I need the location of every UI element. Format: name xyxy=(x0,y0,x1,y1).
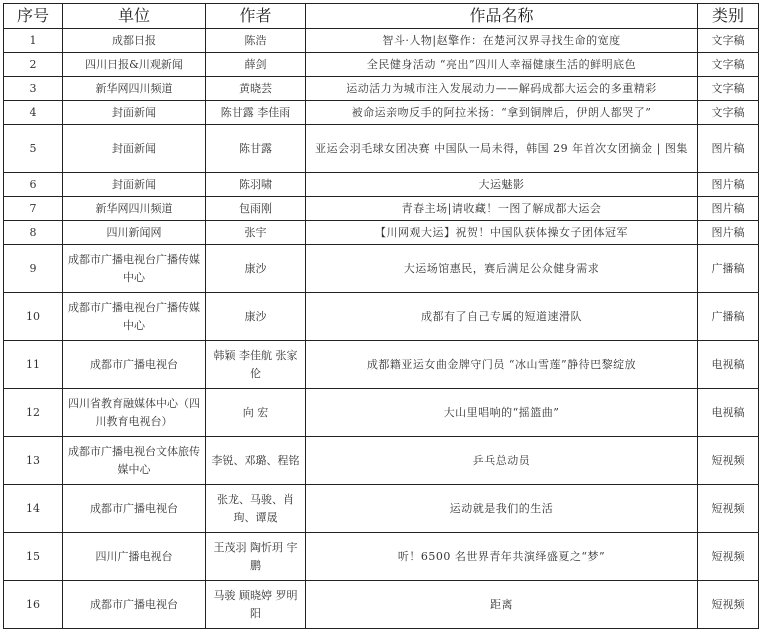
cell-no: 5 xyxy=(4,125,63,173)
cell-no: 9 xyxy=(4,245,63,293)
cell-author: 陈甘露 李佳雨 xyxy=(206,101,306,125)
cell-no: 12 xyxy=(4,389,63,437)
cell-unit: 四川日报&川观新闻 xyxy=(63,53,206,77)
cell-type: 短视频 xyxy=(698,533,759,581)
cell-no: 4 xyxy=(4,101,63,125)
cell-no: 13 xyxy=(4,437,63,485)
cell-unit: 封面新闻 xyxy=(63,125,206,173)
cell-unit: 成都市广播电视台广播传媒中心 xyxy=(63,293,206,341)
cell-title: 运动就是我们的生活 xyxy=(306,485,698,533)
cell-author: 陈浩 xyxy=(206,29,306,53)
header-type: 类别 xyxy=(698,4,759,29)
table-row xyxy=(4,293,759,341)
table-row xyxy=(4,29,759,53)
cell-unit: 成都市广播电视台文体旅传媒中心 xyxy=(63,437,206,485)
cell-unit: 成都市广播电视台 xyxy=(63,485,206,533)
table-row xyxy=(4,245,759,293)
cell-type: 文字稿 xyxy=(698,29,759,53)
cell-author: 张龙、马骏、肖珣、谭晟 xyxy=(206,485,306,533)
cell-author: 薛剑 xyxy=(206,53,306,77)
cell-title: 青春主场|请收藏！一图了解成都大运会 xyxy=(306,197,698,221)
cell-title: 智斗·人物|赵擎作：在楚河汉界寻找生命的宽度 xyxy=(306,29,698,53)
header-author: 作者 xyxy=(206,4,306,29)
cell-title: 距离 xyxy=(306,581,698,629)
cell-no: 8 xyxy=(4,221,63,245)
cell-no: 15 xyxy=(4,533,63,581)
cell-no: 3 xyxy=(4,77,63,101)
cell-title: 成都有了自己专属的短道速滑队 xyxy=(306,293,698,341)
table-row xyxy=(4,101,759,125)
cell-type: 图片稿 xyxy=(698,221,759,245)
header-row xyxy=(4,4,759,29)
table-row xyxy=(4,485,759,533)
cell-author: 康沙 xyxy=(206,245,306,293)
cell-unit: 成都市广播电视台 xyxy=(63,341,206,389)
table-row xyxy=(4,173,759,197)
cell-author: 陈羽啸 xyxy=(206,173,306,197)
cell-unit: 新华网四川频道 xyxy=(63,197,206,221)
cell-unit: 新华网四川频道 xyxy=(63,77,206,101)
cell-type: 短视频 xyxy=(698,581,759,629)
cell-author: 黄晓芸 xyxy=(206,77,306,101)
table-body xyxy=(4,29,759,629)
cell-type: 广播稿 xyxy=(698,293,759,341)
awards-table xyxy=(3,3,759,629)
cell-author: 陈甘露 xyxy=(206,125,306,173)
cell-no: 11 xyxy=(4,341,63,389)
table-row xyxy=(4,221,759,245)
cell-no: 6 xyxy=(4,173,63,197)
cell-unit: 成都市广播电视台 xyxy=(63,581,206,629)
cell-title: 【川网观大运】祝贺！中国队获体操女子团体冠军 xyxy=(306,221,698,245)
header-title: 作品名称 xyxy=(306,4,698,29)
cell-title: 成都籍亚运女曲金牌守门员 “冰山雪莲”静待巴黎绽放 xyxy=(306,341,698,389)
cell-unit: 四川新闻网 xyxy=(63,221,206,245)
cell-title: 运动活力为城市注入发展动力——解码成都大运会的多重精彩 xyxy=(306,77,698,101)
cell-unit: 四川省教育融媒体中心（四川教育电视台） xyxy=(63,389,206,437)
cell-author: 张宇 xyxy=(206,221,306,245)
cell-author: 马骏 顾晓婷 罗明阳 xyxy=(206,581,306,629)
cell-no: 1 xyxy=(4,29,63,53)
cell-title: 大山里唱响的“摇篮曲” xyxy=(306,389,698,437)
table-row xyxy=(4,197,759,221)
table-row xyxy=(4,125,759,173)
table-row xyxy=(4,77,759,101)
header-no: 序号 xyxy=(4,4,63,29)
header-unit: 单位 xyxy=(63,4,206,29)
cell-title: 大运魅影 xyxy=(306,173,698,197)
cell-no: 2 xyxy=(4,53,63,77)
cell-title: 全民健身活动 “亮出”四川人幸福健康生活的鲜明底色 xyxy=(306,53,698,77)
table-row xyxy=(4,533,759,581)
cell-type: 图片稿 xyxy=(698,125,759,173)
cell-type: 文字稿 xyxy=(698,77,759,101)
cell-no: 7 xyxy=(4,197,63,221)
cell-author: 包雨刚 xyxy=(206,197,306,221)
cell-author: 康沙 xyxy=(206,293,306,341)
table-row xyxy=(4,581,759,629)
cell-title: 被命运亲吻反手的阿拉米扬：“拿到铜牌后，伊朗人都哭了” xyxy=(306,101,698,125)
cell-author: 向 宏 xyxy=(206,389,306,437)
cell-type: 广播稿 xyxy=(698,245,759,293)
cell-unit: 成都市广播电视台广播传媒中心 xyxy=(63,245,206,293)
cell-unit: 四川广播电视台 xyxy=(63,533,206,581)
cell-author: 韩颖 李佳航 张家伦 xyxy=(206,341,306,389)
table-row xyxy=(4,53,759,77)
cell-type: 电视稿 xyxy=(698,389,759,437)
cell-no: 16 xyxy=(4,581,63,629)
cell-type: 文字稿 xyxy=(698,53,759,77)
cell-unit: 成都日报 xyxy=(63,29,206,53)
cell-type: 短视频 xyxy=(698,485,759,533)
cell-unit: 封面新闻 xyxy=(63,173,206,197)
cell-title: 亚运会羽毛球女团决赛 中国队一局未得，韩国 29 年首次女团摘金 | 图集 xyxy=(306,125,698,173)
cell-no: 14 xyxy=(4,485,63,533)
table-row xyxy=(4,437,759,485)
cell-author: 李锐、邓璐、程铭 xyxy=(206,437,306,485)
cell-unit: 封面新闻 xyxy=(63,101,206,125)
cell-title: 乒乓总动员 xyxy=(306,437,698,485)
cell-no: 10 xyxy=(4,293,63,341)
cell-title: 大运场馆惠民，赛后满足公众健身需求 xyxy=(306,245,698,293)
table-row xyxy=(4,389,759,437)
cell-type: 图片稿 xyxy=(698,197,759,221)
cell-type: 文字稿 xyxy=(698,101,759,125)
cell-type: 图片稿 xyxy=(698,173,759,197)
cell-type: 短视频 xyxy=(698,437,759,485)
cell-author: 王茂羽 陶忻玥 宇鹏 xyxy=(206,533,306,581)
cell-title: 听！6500 名世界青年共演绎盛夏之“梦” xyxy=(306,533,698,581)
cell-type: 电视稿 xyxy=(698,341,759,389)
table-row xyxy=(4,341,759,389)
